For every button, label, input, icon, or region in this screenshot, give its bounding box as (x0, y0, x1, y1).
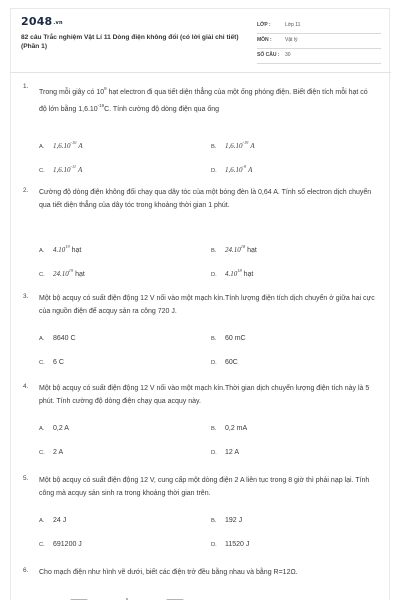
option-base: 1,6.10 (53, 166, 71, 174)
site-logo[interactable] (21, 15, 63, 28)
option-label: A. (39, 248, 45, 254)
meta-class-label: LỚP : (257, 22, 271, 28)
circuit-diagram (37, 595, 217, 600)
meta-subject-value: Vật lý (285, 37, 298, 43)
option-text: 60C (225, 359, 238, 366)
option-exp: -11 (70, 164, 77, 169)
meta-class-value: Lớp 11 (285, 22, 301, 28)
option-label: A. (39, 144, 45, 150)
option-exp: -10 (70, 140, 77, 145)
option-label: D. (211, 168, 217, 174)
q1-text-a: Trong mỗi giây có 10 (39, 89, 105, 96)
option-exp: -19 (242, 140, 249, 145)
option-exp: 19 (68, 268, 74, 273)
meta-count (257, 49, 381, 64)
option-label: B. (211, 426, 217, 432)
option-label: D. (211, 450, 217, 456)
question-number: 1. (23, 83, 29, 90)
question-text: Cho mạch điện như hình vẽ dưới, biết các điện trở đều bằng nhau và bằng R=12Ω. (39, 569, 298, 576)
meta-subject (257, 34, 381, 49)
option-text: 691200 J (53, 541, 82, 548)
question-text: Một bộ acquy có suất điện động 12 V nối vào một mạch kín.Thời gian dịch chuyển lượng điện tích này là 5 phút. Tính cường độ dòng điện chạy qua acquy này. (39, 385, 370, 405)
option-a[interactable] (39, 335, 76, 342)
option-unit: hạt (71, 247, 82, 254)
logo-suffix: .vn (53, 20, 63, 26)
header-divider (11, 72, 391, 73)
option-label: B. (211, 248, 217, 254)
option-label: C. (39, 360, 45, 366)
document-title: 82 câu Trắc nghiệm Vật Lí 11 Dòng điện không đổi (có lời giải chi tiết) (Phần 1) (21, 34, 239, 50)
document-page (10, 8, 390, 600)
option-unit: hạt (243, 271, 254, 278)
option-base: 1,6.10 (225, 166, 243, 174)
option-a[interactable] (39, 425, 69, 432)
option-label: A. (39, 426, 45, 432)
question-text: Một bộ acquy có suất điện động 12 V nối vào một mạch kín.Tính lượng điện tích dịch chuyển ở giữa hai cực của nguồn điện để acquy sản ra công 720 J. (39, 295, 375, 315)
question-number: 4. (23, 383, 29, 390)
option-c[interactable] (39, 449, 63, 456)
option-unit: A (248, 166, 253, 174)
option-text: 0,2 mA (225, 425, 248, 432)
meta-count-label: SỐ CÂU : (257, 52, 280, 58)
option-b[interactable] (211, 517, 242, 524)
option-unit: hạt (75, 271, 85, 278)
option-label: D. (211, 272, 217, 278)
option-label: B. (211, 144, 217, 150)
document-header (11, 9, 391, 67)
option-text: 12 A (225, 449, 240, 456)
option-c[interactable] (39, 359, 64, 366)
option-label: D. (211, 360, 217, 366)
option-c[interactable] (39, 164, 82, 174)
option-label: D. (211, 542, 217, 548)
option-label: C. (39, 450, 45, 456)
option-text: 60 mC (225, 335, 246, 342)
option-a[interactable] (39, 517, 66, 524)
option-exp: 18 (237, 268, 242, 273)
option-label: A. (39, 518, 45, 524)
option-c[interactable] (39, 541, 82, 548)
question-text: Cường độ dòng điện không đổi chạy qua dây tóc của một bóng đèn là 0,64 A. Tính số electron dịch chuyển qua tiết diện thẳng của dây tóc trong khoảng thời gian 1 phút. (39, 189, 372, 209)
document-meta (257, 19, 381, 64)
option-d[interactable] (211, 268, 253, 278)
option-a[interactable] (39, 140, 83, 150)
q1-text-b: hạt electron đi qua tiết diện thẳng của một ống phóng điện. Biết điện tích mỗi hạt có độ lớn bằng 1,6.10 (39, 89, 368, 113)
option-text: 192 J (225, 517, 243, 524)
option-base: 1,6.10 (53, 142, 71, 150)
option-d[interactable] (211, 164, 252, 174)
q1-exp-a: 9 (104, 86, 107, 91)
option-label: C. (39, 168, 45, 174)
option-unit: A (78, 142, 83, 150)
option-text: 0,2 A (53, 425, 69, 432)
option-d[interactable] (211, 359, 238, 366)
option-text: 2 A (53, 449, 64, 456)
q1-exp-b: -19 (97, 102, 105, 108)
option-base: 4.10 (225, 270, 238, 278)
option-base: 24.10 (225, 246, 241, 254)
option-b[interactable] (211, 425, 247, 432)
option-text: 11520 J (225, 541, 250, 548)
logo-text: 2048 (21, 15, 53, 28)
option-b[interactable] (211, 244, 257, 254)
option-unit: A (250, 142, 255, 150)
option-label: A. (39, 336, 45, 342)
option-base: 4.10 (53, 246, 66, 254)
option-label: B. (211, 518, 217, 524)
q1-text-c: C. Tính cường độ dòng điện qua ống (104, 105, 220, 113)
option-exp: 19 (65, 244, 70, 249)
option-b[interactable] (211, 140, 255, 150)
option-text: 6 C (53, 359, 64, 366)
meta-class (257, 19, 381, 34)
option-text: 8640 C (53, 335, 76, 342)
question-number: 3. (23, 293, 29, 300)
meta-count-value: 30 (285, 52, 291, 58)
question-number: 2. (23, 187, 29, 194)
option-text: 24 J (53, 517, 67, 524)
option-exp: -9 (242, 164, 247, 169)
option-label: B. (211, 336, 217, 342)
question-number: 5. (23, 475, 29, 482)
option-exp: 18 (240, 244, 246, 249)
option-a[interactable] (39, 244, 81, 254)
question-text (39, 83, 375, 116)
option-base: 1,6.10 (225, 142, 243, 150)
question-text: Một bộ acquy có suất điện động 12 V, cung cấp một dòng điện 2 A liên tục trong 8 giờ thì phải nạp lại. Tính công mà acquy sản sinh ra trong khoảng thời gian trên. (39, 477, 370, 497)
option-d[interactable] (211, 449, 239, 456)
meta-subject-label: MÔN : (257, 37, 272, 43)
option-c[interactable] (39, 268, 85, 278)
option-label: C. (39, 542, 45, 548)
option-label: C. (39, 272, 45, 278)
option-unit: hạt (247, 247, 257, 254)
option-b[interactable] (211, 335, 246, 342)
option-unit: A (77, 166, 83, 174)
question-number: 6. (23, 567, 29, 574)
option-base: 24.10 (53, 270, 69, 278)
option-d[interactable] (211, 541, 249, 548)
